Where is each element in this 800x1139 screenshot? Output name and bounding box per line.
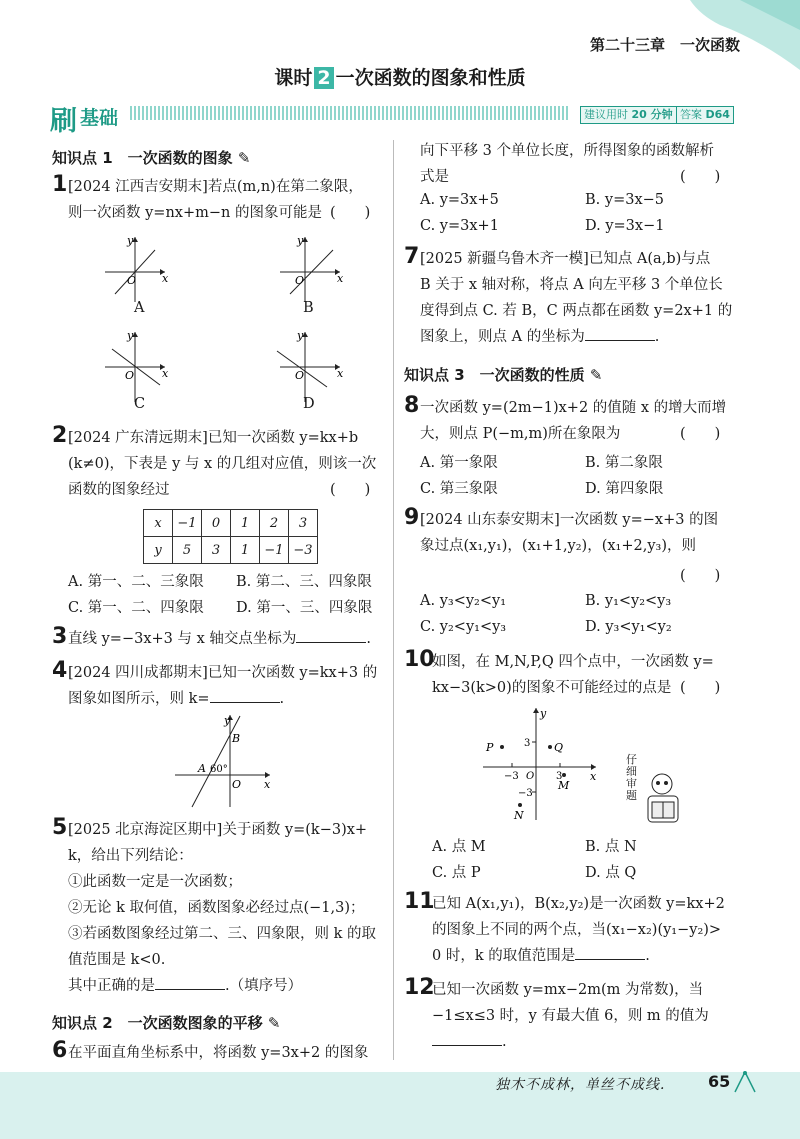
q12-line1: 已知一次函数 y=mx−2m(m 为常数)，当	[432, 982, 704, 998]
q6-answer-paren: ( )	[680, 169, 721, 185]
q4-line2: 图象如图所示，则 k= .	[68, 686, 284, 712]
table-cell: 3	[289, 510, 318, 537]
answer-page-badge: 答案 D64	[676, 106, 734, 124]
page-footer-band	[0, 1072, 800, 1139]
svg-text:x: x	[264, 778, 271, 791]
q6-line2: 向下平移 3 个单位长度，所得图象的函数解析	[420, 143, 714, 159]
column-divider	[393, 140, 394, 1060]
lesson-number: 2	[314, 67, 333, 89]
knowledge-point-2: 知识点 2 一次函数图象的平移 ✎	[52, 1014, 281, 1032]
q1-graphs	[100, 232, 370, 417]
svg-text:−3: −3	[504, 771, 519, 782]
q2-option-a: A. 第一、二、三象限	[68, 574, 204, 590]
q9-option-c: C. y₂<y₁<y₃	[420, 619, 507, 635]
q12-line2: −1≤x≤3 时，y 有最大值 6，则 m 的值为	[432, 1008, 709, 1024]
table-cell: −1	[173, 510, 202, 537]
q5-claim-3b: 值范围是 k<0.	[68, 952, 166, 968]
q11-number: 11	[404, 889, 435, 914]
q1-label-d: D	[303, 396, 315, 412]
q8-number: 8	[404, 393, 420, 418]
svg-text:O: O	[232, 778, 242, 791]
svg-text:x: x	[337, 367, 344, 380]
svg-text:M: M	[558, 779, 570, 792]
q10-option-c: C. 点 P	[432, 865, 481, 881]
section-stripe	[130, 106, 570, 120]
table-cell: y	[144, 537, 173, 564]
q8-option-d: D. 第四象限	[585, 481, 664, 497]
svg-text:x: x	[162, 367, 169, 380]
table-cell: 2	[260, 510, 289, 537]
q8-line1: 一次函数 y=(2m−1)x+2 的值随 x 的增大而增	[420, 400, 727, 416]
q1-label-c: C	[134, 396, 146, 412]
q3-number: 3	[52, 624, 68, 649]
q5-number: 5	[52, 815, 68, 840]
section-name: 基础	[80, 107, 119, 129]
q1-graph-d	[277, 329, 344, 402]
q6-option-d: D. y=3x−1	[585, 218, 665, 234]
svg-text:x: x	[590, 770, 597, 783]
q6-line1: 在平面直角坐标系中，将函数 y=3x+2 的图象	[68, 1045, 369, 1061]
svg-text:O: O	[127, 274, 137, 287]
q4-graph	[170, 712, 280, 810]
q1-label-a: A	[134, 300, 145, 316]
q2-line3: 函数的图象经过	[68, 482, 170, 498]
q10-answer-paren: ( )	[680, 680, 721, 696]
q9-line1: [2024 山东泰安期末]一次函数 y=−x+3 的图	[420, 512, 719, 528]
q10-option-a: A. 点 M	[432, 839, 486, 855]
svg-text:P: P	[486, 741, 494, 754]
q3-blank	[296, 626, 366, 643]
svg-text:O: O	[526, 771, 535, 782]
q1-graph-c	[105, 329, 169, 402]
q4-blank	[210, 686, 280, 703]
q1-line2: 则一次函数 y=nx+m−n 的图象可能是	[68, 205, 322, 221]
q2-table-row-x	[144, 510, 318, 537]
q8-option-a: A. 第一象限	[420, 455, 498, 471]
table-cell: 1	[231, 510, 260, 537]
q10-line2: kx−3(k>0)的图象不可能经过的点是	[432, 680, 672, 696]
q7-line3: 度得到点 C. 若 B，C 两点都在函数 y=2x+1 的	[420, 303, 733, 319]
q12-blank	[432, 1029, 502, 1046]
q8-option-b: B. 第二象限	[585, 455, 663, 471]
q2-option-c: C. 第一、二、四象限	[68, 600, 204, 616]
footer-motto: 独木不成林，单丝不成线.	[495, 1077, 666, 1093]
q2-value-table	[143, 509, 318, 564]
q1-graph-a	[105, 234, 169, 302]
q6-number: 6	[52, 1038, 68, 1063]
q2-line1: [2024 广东清远期末]已知一次函数 y=kx+b	[68, 430, 359, 446]
q1-answer-paren: ( )	[330, 205, 371, 221]
svg-text:x: x	[337, 272, 344, 285]
svg-text:A: A	[198, 762, 206, 775]
svg-text:x: x	[162, 272, 169, 285]
q11-line1: 已知 A(x₁,y₁)，B(x₂,y₂)是一次函数 y=kx+2	[432, 896, 725, 912]
svg-text:Q: Q	[554, 741, 564, 754]
svg-text:B: B	[232, 732, 241, 745]
q9-option-d: D. y₃<y₁<y₂	[585, 619, 672, 635]
q2-number: 2	[52, 423, 68, 448]
q11-line2: 的图象上不同的两个点，当(x₁−x₂)(y₁−y₂)>	[432, 922, 722, 938]
q7-line1: [2025 新疆乌鲁木齐一模]已知点 A(a,b)与点	[420, 251, 711, 267]
compass-icon	[730, 1070, 760, 1094]
svg-text:O: O	[125, 369, 135, 382]
q12-line3: .	[432, 1029, 507, 1055]
knowledge-point-1: 知识点 1 一次函数的图象 ✎	[52, 149, 251, 167]
q4-line1: [2024 四川成都期末]已知一次函数 y=kx+3 的	[68, 665, 378, 681]
q6-option-c: C. y=3x+1	[420, 218, 499, 234]
section-shua-logo: 刷	[50, 106, 77, 137]
svg-text:y: y	[297, 329, 304, 342]
svg-text:−3: −3	[518, 788, 533, 799]
q7-line2: B 关于 x 轴对称，将点 A 向左平移 3 个单位长	[420, 277, 723, 293]
q9-line2: 象过点(x₁,y₁)，(x₁+1,y₂)，(x₁+2,y₃)，则	[420, 538, 697, 554]
chapter-header: 第二十三章 一次函数	[590, 36, 741, 54]
pen-icon: ✎	[267, 1014, 281, 1032]
svg-text:y: y	[127, 329, 134, 342]
q11-blank	[575, 943, 645, 960]
q5-line2: k，给出下列结论：	[68, 848, 193, 864]
q11-line3: 0 时，k 的取值范围是 .	[432, 943, 650, 969]
knowledge-point-3: 知识点 3 一次函数的性质 ✎	[404, 366, 603, 384]
q5-claim-2: ②无论 k 取何值，函数图象必经过点(−1,3)；	[68, 900, 365, 916]
svg-text:y: y	[127, 234, 134, 247]
q2-option-d: D. 第一、三、四象限	[236, 600, 373, 616]
svg-text:60°: 60°	[210, 764, 228, 775]
table-cell: −1	[260, 537, 289, 564]
q9-option-a: A. y₃<y₂<y₁	[420, 593, 507, 609]
q8-line2: 大，则点 P(−m,m)所在象限为	[420, 426, 621, 442]
q10-line1: 如图，在 M,N,P,Q 四个点中，一次函数 y=	[432, 654, 714, 670]
q5-ask: 其中正确的是 .（填序号）	[68, 973, 302, 999]
q8-answer-paren: ( )	[680, 426, 721, 442]
q3-text: 直线 y=−3x+3 与 x 轴交点坐标为 .	[68, 626, 371, 652]
q4-number: 4	[52, 658, 68, 683]
q6-option-a: A. y=3x+5	[420, 192, 499, 208]
q9-number: 9	[404, 505, 420, 530]
q10-option-b: B. 点 N	[585, 839, 637, 855]
q10-graph	[478, 705, 603, 825]
studying-figure-icon	[640, 770, 690, 830]
svg-text:O: O	[295, 369, 305, 382]
page-number: 65	[708, 1072, 731, 1091]
svg-text:O: O	[295, 274, 305, 287]
q6-option-b: B. y=3x−5	[585, 192, 664, 208]
lesson-title: 课时 2 一次函数的图象和性质	[274, 67, 526, 89]
table-cell: −3	[289, 537, 318, 564]
table-cell: 3	[202, 537, 231, 564]
svg-text:y: y	[540, 707, 547, 720]
q6-line3: 式是	[420, 169, 449, 185]
q10-careful-note: 仔细审题	[626, 753, 637, 802]
pen-icon: ✎	[589, 366, 603, 384]
suggested-time-badge: 建议用时 20 分钟	[580, 106, 677, 124]
svg-text:N: N	[514, 809, 524, 822]
svg-text:3: 3	[524, 738, 531, 749]
q5-claim-3a: ③若函数图象经过第二、三、四象限，则 k 的取	[68, 926, 377, 942]
q7-number: 7	[404, 244, 420, 269]
q2-table-row-y	[144, 537, 318, 564]
q12-number: 12	[404, 975, 435, 1000]
q5-line1: [2025 北京海淀区期中]关于函数 y=(k−3)x+	[68, 822, 368, 838]
q9-answer-paren: ( )	[680, 568, 721, 584]
pen-icon: ✎	[237, 149, 251, 167]
q2-option-b: B. 第二、三、四象限	[236, 574, 372, 590]
svg-text:3: 3	[556, 771, 563, 782]
svg-text:y: y	[297, 234, 304, 247]
svg-text:y: y	[224, 714, 231, 727]
q1-label-b: B	[303, 300, 314, 316]
q1-line1: [2024 江西吉安期末]若点(m,n)在第二象限，	[68, 179, 363, 195]
q2-answer-paren: ( )	[330, 482, 371, 498]
table-cell: 5	[173, 537, 202, 564]
q8-option-c: C. 第三象限	[420, 481, 498, 497]
q10-option-d: D. 点 Q	[585, 865, 637, 881]
table-cell: 1	[231, 537, 260, 564]
q9-option-b: B. y₁<y₂<y₃	[585, 593, 672, 609]
q5-blank	[155, 973, 225, 990]
q5-claim-1: ①此函数一定是一次函数；	[68, 874, 242, 890]
q7-line4: 图象上，则点 A 的坐标为 .	[420, 324, 659, 350]
q10-number: 10	[404, 647, 435, 672]
table-cell: x	[144, 510, 173, 537]
q1-graph-b	[280, 234, 344, 302]
q2-line2: (k≠0)，下表是 y 与 x 的几组对应值，则该一次	[68, 456, 377, 472]
q7-blank	[585, 324, 655, 341]
table-cell: 0	[202, 510, 231, 537]
q1-number: 1	[52, 172, 68, 197]
